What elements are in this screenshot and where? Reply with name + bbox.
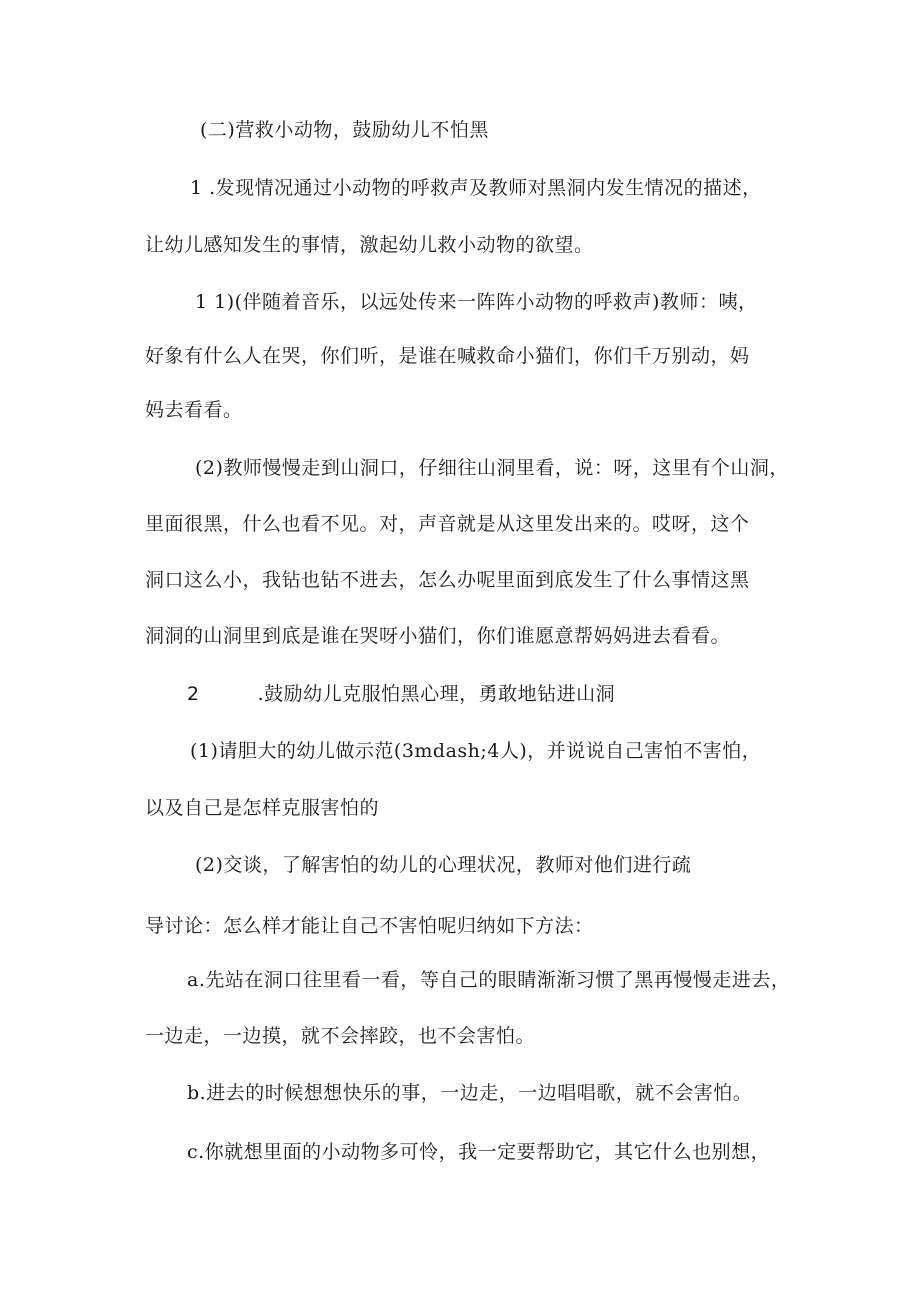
paragraph-line: 洞口这么小，我钻也钻不进去，怎么办呢里面到底发生了什么事情这黑 [145, 569, 750, 591]
paragraph-line: c.你就想里面的小动物多可怜，我一定要帮助它，其它什么也别想， [187, 1141, 771, 1163]
paragraph-line: (1)请胆大的幼儿做示范(3mdash;4人)，并说说自己害怕不害怕， [190, 740, 762, 762]
numbered-heading [187, 680, 615, 708]
paragraph-line: 一边走，一边摸，就不会摔跤，也不会害怕。 [145, 1025, 536, 1047]
paragraph-line: 洞洞的山洞里到底是谁在哭呀小猫们，你们谁愿意帮妈妈进去看看。 [145, 625, 731, 647]
paragraph-line: 导讨论：怎么样才能让自己不害怕呢归纳如下方法： [145, 915, 594, 937]
paragraph-line: 让幼儿感知发生的事情，激起幼儿救小动物的欲望。 [145, 234, 594, 256]
paragraph-line: b.进去的时候想想快乐的事，一边走，一边唱唱歌，就不会害怕。 [187, 1082, 753, 1104]
paragraph-line: 里面很黑，什么也看不见。对，声音就是从这里发出来的。哎呀，这个 [145, 513, 750, 535]
paragraph-line: 以及自己是怎样克服害怕的 [145, 797, 380, 819]
paragraph-line: 1 1)(伴随着音乐，以远处传来一阵阵小动物的呼救声)教师：咦， [195, 291, 758, 313]
section-heading: (二)营救小动物，鼓励幼儿不怕黑 [200, 119, 489, 141]
paragraph-line: 好象有什么人在哭，你们听，是谁在喊救命小猫们，你们千万别动，妈 [145, 345, 750, 367]
paragraph-line: 1 .发现情况通过小动物的呼救声及教师对黑洞内发生情况的描述， [190, 177, 762, 199]
paragraph-line: 妈去看看。 [145, 399, 243, 421]
paragraph-line: a.先站在洞口往里看一看，等自己的眼睛渐渐习惯了黑再慢慢走进去， [187, 969, 791, 991]
paragraph-line: (2)教师慢慢走到山洞口，仔细往山洞里看，说：呀，这里有个山洞， [195, 457, 789, 479]
numbered-heading-text: .鼓励幼儿克服怕黑心理，勇敢地钻进山洞 [257, 683, 616, 705]
paragraph-line: (2)交谈，了解害怕的幼儿的心理状况，教师对他们进行疏 [195, 854, 692, 876]
list-number: 2 [187, 683, 200, 705]
